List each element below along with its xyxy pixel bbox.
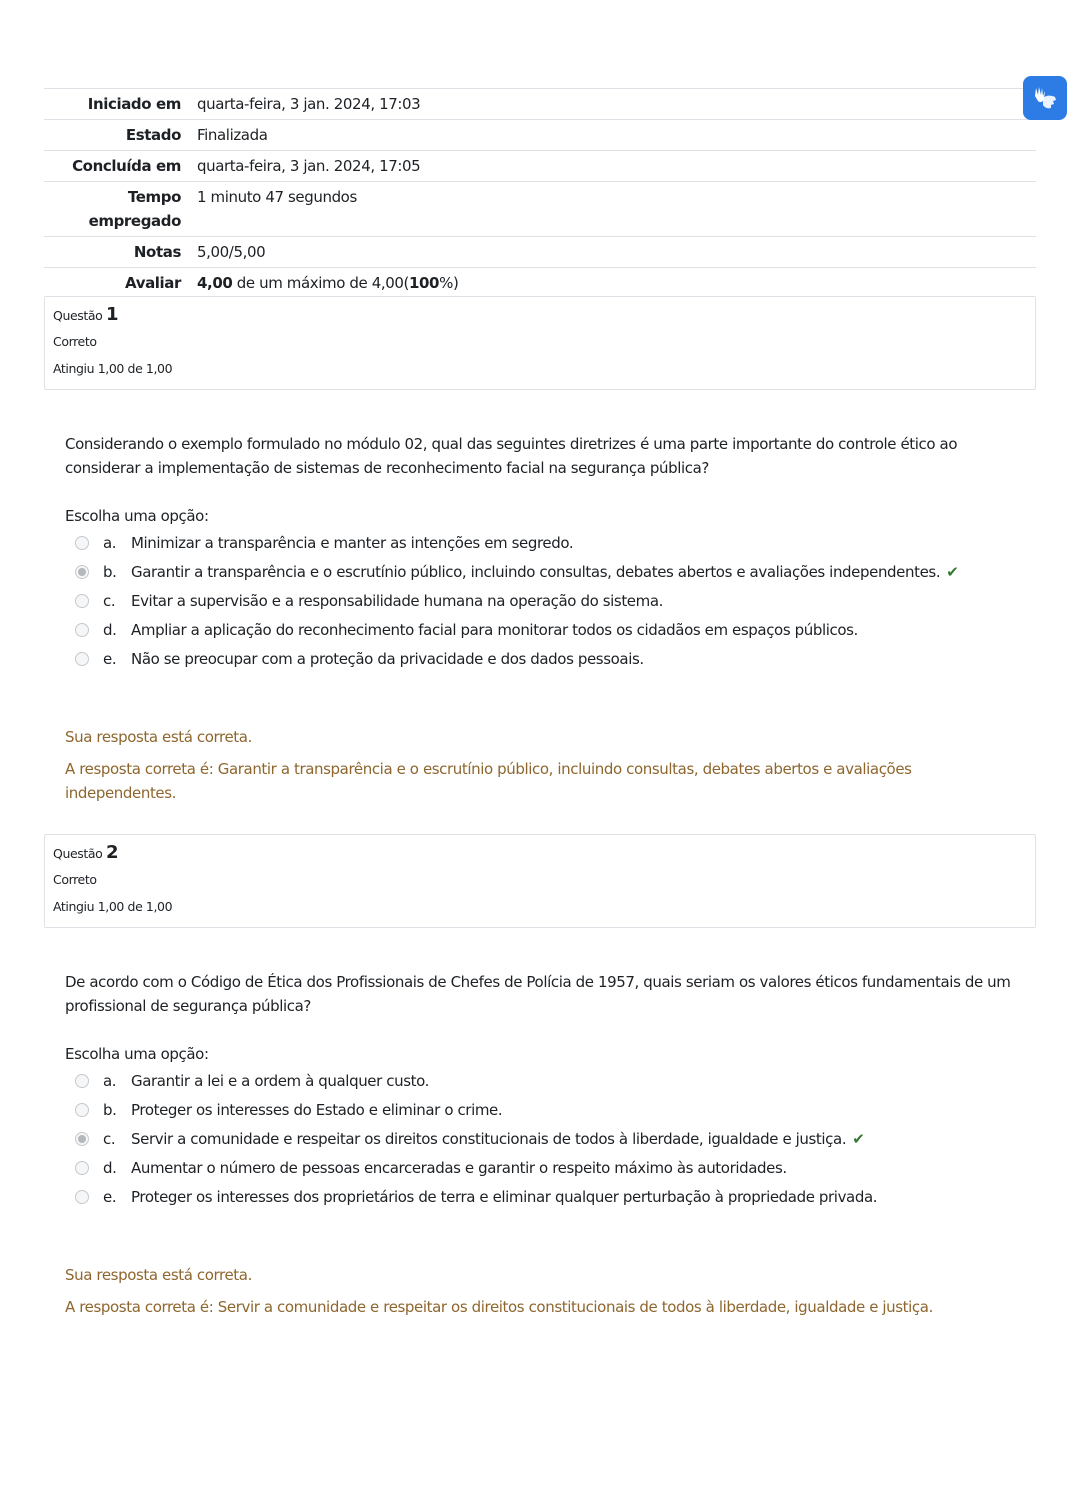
summary-row	[44, 120, 1036, 151]
sign-language-hands-icon	[1031, 84, 1059, 112]
option-text: Não se preocupar com a proteção da privacidade e dos dados pessoais.	[131, 649, 644, 668]
question-content	[65, 970, 1015, 1319]
option-text: Proteger os interesses do Estado e eliminar o crime.	[131, 1100, 503, 1119]
percent: 100	[408, 274, 440, 292]
option-text: Garantir a lei e a ordem à qualquer custo.	[131, 1071, 429, 1090]
summary-value: 5,00/5,00	[197, 243, 266, 261]
right-answer-text: A resposta correta é: Servir a comunidade e respeitar os direitos constitucionais de todos à liberdade, igualdade e justiça.	[65, 1298, 933, 1316]
summary-label: Concluída em	[72, 157, 181, 175]
summary-row	[44, 89, 1036, 120]
summary-value: 1 minuto 47 segundos	[197, 188, 357, 206]
option-letter: a.	[103, 533, 117, 552]
option-text: Garantir a transparência e o escrutínio público, incluindo consultas, debates abertos e avaliações independentes.	[131, 562, 941, 581]
radio-button[interactable]	[75, 565, 89, 579]
question-content	[65, 432, 1015, 805]
option-letter: b.	[103, 562, 117, 581]
answer-option[interactable]	[65, 644, 1015, 673]
summary-label: Tempo empregado	[88, 188, 181, 230]
option-letter: a.	[103, 1071, 117, 1090]
choose-prompt: Escolha uma opção:	[65, 507, 209, 525]
radio-button[interactable]	[75, 1132, 89, 1146]
right-answer-text: A resposta correta é: Garantir a transparência e o escrutínio público, incluindo consultas, debates abertos e avaliações independentes.	[65, 760, 912, 802]
feedback-text: Sua resposta está correta.	[65, 1266, 252, 1284]
answer-option[interactable]	[65, 1124, 1015, 1153]
answer-options	[65, 528, 1015, 673]
choose-prompt: Escolha uma opção:	[65, 1045, 209, 1063]
summary-value: quarta-feira, 3 jan. 2024, 17:05	[197, 157, 421, 175]
question-number: Questão 1	[53, 304, 119, 325]
question-info	[44, 296, 1036, 390]
option-text: Evitar a supervisão e a responsabilidade humana na operação do sistema.	[131, 591, 663, 610]
radio-button[interactable]	[75, 1161, 89, 1175]
summary-row	[44, 268, 1036, 299]
answer-options	[65, 1066, 1015, 1211]
radio-button[interactable]	[75, 536, 89, 550]
summary-value: Finalizada	[197, 126, 268, 144]
question-info	[44, 834, 1036, 928]
option-letter: e.	[103, 649, 117, 668]
summary-label: Estado	[125, 126, 181, 144]
question-number: Questão 2	[53, 842, 119, 863]
option-letter: b.	[103, 1100, 117, 1119]
answer-option[interactable]	[65, 557, 1015, 586]
option-text: Ampliar a aplicação do reconhecimento facial para monitorar todos os cidadãos em espaços públicos.	[131, 620, 858, 639]
option-letter: e.	[103, 1187, 117, 1206]
summary-label: Notas	[133, 243, 181, 261]
summary-label: Avaliar	[125, 274, 181, 292]
option-text: Minimizar a transparência e manter as intenções em segredo.	[131, 533, 574, 552]
accessibility-button[interactable]	[1023, 76, 1067, 120]
attempt-summary-table	[44, 88, 1036, 298]
question-state: Correto	[53, 334, 97, 349]
summary-row	[44, 151, 1036, 182]
check-icon: ✔	[946, 562, 959, 581]
question-state: Correto	[53, 872, 97, 887]
radio-button[interactable]	[75, 1074, 89, 1088]
option-text: Proteger os interesses dos proprietários de terra e eliminar qualquer perturbação à propriedade privada.	[131, 1187, 878, 1206]
option-letter: c.	[103, 1129, 116, 1148]
summary-row	[44, 237, 1036, 268]
radio-button[interactable]	[75, 623, 89, 637]
radio-button[interactable]	[75, 652, 89, 666]
answer-option[interactable]	[65, 1095, 1015, 1124]
summary-value: quarta-feira, 3 jan. 2024, 17:03	[197, 95, 421, 113]
check-icon: ✔	[852, 1129, 865, 1148]
answer-option[interactable]	[65, 1182, 1015, 1211]
question-text: De acordo com o Código de Ética dos Profissionais de Chefes de Polícia de 1957, quais seriam os valores éticos fundamentais de um profissional de segurança pública?	[65, 973, 1011, 1015]
answer-option[interactable]	[65, 528, 1015, 557]
question-mark: Atingiu 1,00 de 1,00	[53, 899, 173, 914]
option-text: Aumentar o número de pessoas encarceradas e garantir o respeito máximo às autoridades.	[131, 1158, 787, 1177]
answer-option[interactable]	[65, 1066, 1015, 1095]
grade: 4,00	[197, 274, 233, 292]
radio-button[interactable]	[75, 594, 89, 608]
summary-label: Iniciado em	[87, 95, 181, 113]
feedback-text: Sua resposta está correta.	[65, 728, 252, 746]
option-letter: c.	[103, 591, 116, 610]
option-letter: d.	[103, 1158, 117, 1177]
option-text: Servir a comunidade e respeitar os direitos constitucionais de todos à liberdade, igualdade e justiça.	[131, 1129, 847, 1148]
answer-option[interactable]	[65, 1153, 1015, 1182]
summary-value: 4,00 de um máximo de 4,00(100%)	[197, 274, 459, 292]
summary-row	[44, 182, 1036, 237]
answer-option[interactable]	[65, 586, 1015, 615]
radio-button[interactable]	[75, 1103, 89, 1117]
radio-button[interactable]	[75, 1190, 89, 1204]
question-mark: Atingiu 1,00 de 1,00	[53, 361, 173, 376]
answer-option[interactable]	[65, 615, 1015, 644]
question-text: Considerando o exemplo formulado no módulo 02, qual das seguintes diretrizes é uma parte importante do controle ético ao considerar a implementação de sistemas de reconhecimento facial na segurança pública?	[65, 435, 958, 477]
option-letter: d.	[103, 620, 117, 639]
